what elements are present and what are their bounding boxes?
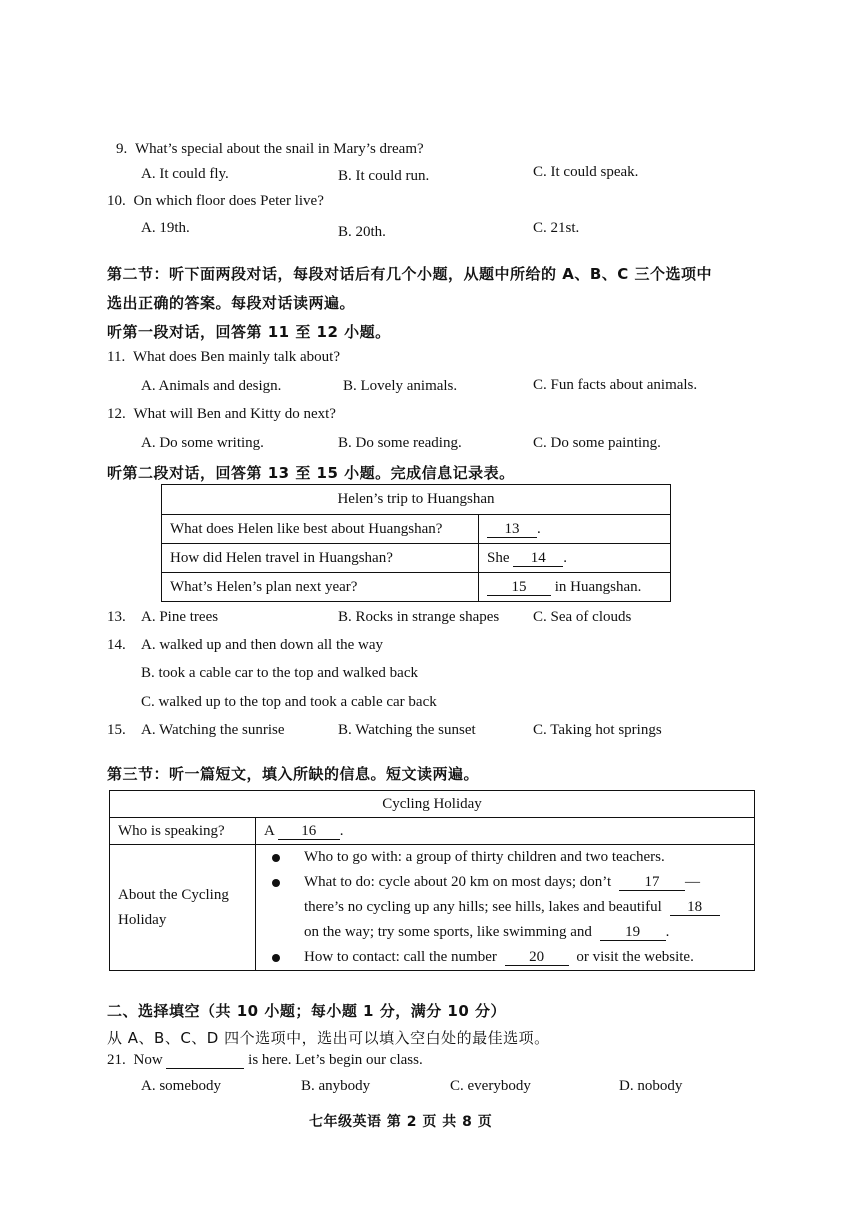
question-text-post: is here. Let’s begin our class. (248, 1052, 423, 1068)
question-10 (107, 193, 324, 210)
blank-20: 20 (505, 949, 569, 966)
option-9c: C. It could speak. (533, 164, 639, 180)
table-question: How did Helen travel in Huangshan? (162, 544, 479, 573)
question-text: What does Ben mainly talk about? (132, 349, 340, 365)
question-number: 13. (107, 609, 126, 625)
blank-16: 16 (278, 823, 340, 840)
section2-heading-line1: 第二节：听下面两段对话，每段对话后有几个小题，从题中所给的 A、B、C 三个选项中 (107, 265, 712, 283)
text-segment: . (665, 924, 670, 940)
text-segment: How to contact: call the number (304, 949, 497, 965)
label-line: Holiday (118, 911, 167, 928)
bullet-text (304, 870, 700, 895)
question-12 (107, 406, 336, 423)
dialog1-intro: 听第一段对话，回答第 11 至 12 小题。 (107, 323, 391, 341)
blank-17: 17 (619, 874, 685, 891)
table-question: What does Helen like best about Huangshan? (162, 515, 479, 544)
question-15 (107, 722, 126, 739)
list-item-continuation (264, 920, 746, 945)
dialog2-intro: 听第二段对话，回答第 13 至 15 小题。完成信息记录表。 (107, 464, 515, 482)
row-value (256, 818, 755, 845)
question-number: 10. (107, 193, 126, 209)
page-footer: 七年级英语 第 2 页 共 8 页 (309, 1114, 493, 1130)
option-12c: C. Do some painting. (533, 435, 661, 451)
question-text: What’s special about the snail in Mary’s dream? (135, 141, 424, 157)
table-row (162, 515, 671, 544)
option-21b: B. anybody (301, 1078, 371, 1094)
option-10b: B. 20th. (338, 224, 386, 240)
option-15b: B. Watching the sunset (338, 722, 476, 738)
question-text: On which floor does Peter live? (133, 193, 324, 209)
table-answer (479, 573, 671, 602)
text-segment: on the way; try some sports, like swimming and (304, 924, 592, 940)
answer-suffix: . (537, 520, 541, 537)
question-text-pre: Now (133, 1052, 163, 1068)
option-9a: A. It could fly. (141, 166, 229, 182)
option-11c: C. Fun facts about animals. (533, 377, 698, 393)
question-21 (107, 1052, 423, 1069)
table-answer (479, 544, 671, 573)
option-21a: A. somebody (141, 1078, 221, 1094)
answer-suffix: . (563, 549, 567, 566)
bullet-icon (272, 879, 280, 887)
blank-15: 15 (487, 579, 551, 596)
bullet-text: Who to go with: a group of thirty children and two teachers. (304, 849, 665, 865)
question-14 (107, 637, 126, 654)
table-answer (479, 515, 671, 544)
list-item-continuation (264, 895, 746, 920)
option-11a: A. Animals and design. (141, 378, 282, 394)
part2-instruction: 从 A、B、C、D 四个选项中，选出可以填入空白处的最佳选项。 (107, 1029, 550, 1047)
list-item (264, 945, 746, 970)
text-segment: What to do: cycle about 20 km on most days; don’t (304, 874, 612, 890)
option-14c: C. walked up to the top and took a cable car back (141, 694, 437, 710)
blank-21 (166, 1052, 244, 1069)
row-label: Who is speaking? (110, 818, 256, 845)
table-question: What’s Helen’s plan next year? (162, 573, 479, 602)
option-13c: C. Sea of clouds (533, 609, 632, 625)
bullet-text (304, 895, 720, 920)
option-13a: A. Pine trees (141, 609, 219, 625)
bullet-icon (272, 854, 280, 862)
answer-prefix: She (487, 549, 510, 566)
table-title: Cycling Holiday (110, 791, 755, 818)
option-12a: A. Do some writing. (141, 435, 264, 451)
bullet-text (304, 920, 669, 945)
blank-14: 14 (513, 550, 563, 567)
table-row (110, 845, 755, 971)
option-11b: B. Lovely animals. (343, 378, 458, 394)
part2-heading: 二、选择填空（共 10 小题；每小题 1 分，满分 10 分） (107, 1002, 507, 1020)
option-12b: B. Do some reading. (338, 435, 462, 451)
question-9 (116, 141, 424, 158)
answer-prefix: A (264, 822, 275, 839)
answer-suffix: in Huangshan. (554, 578, 642, 595)
question-11 (107, 349, 340, 366)
text-segment: or visit the website. (576, 949, 694, 965)
text-segment: — (684, 874, 700, 890)
question-number: 9. (116, 141, 128, 157)
question-number: 15. (107, 722, 126, 738)
option-9b: B. It could run. (338, 168, 430, 184)
blank-19: 19 (600, 924, 666, 941)
question-number: 14. (107, 637, 126, 653)
option-14b: B. took a cable car to the top and walked back (141, 665, 418, 681)
cycling-holiday-table (109, 790, 755, 971)
table-row (162, 544, 671, 573)
table-row (110, 818, 755, 845)
question-text: What will Ben and Kitty do next? (133, 406, 336, 422)
row-label (110, 845, 256, 971)
bullet-icon (272, 954, 280, 962)
option-15a: A. Watching the sunrise (141, 722, 285, 738)
option-15c: C. Taking hot springs (533, 722, 662, 738)
option-21c: C. everybody (450, 1078, 531, 1094)
text-segment: there’s no cycling up any hills; see hills, lakes and beautiful (304, 899, 662, 915)
table-title: Helen’s trip to Huangshan (162, 485, 671, 515)
label-line: About the Cycling (118, 886, 229, 903)
question-number: 11. (107, 349, 126, 365)
helen-trip-table (161, 484, 671, 602)
section2-heading-line2: 选出正确的答案。每段对话读两遍。 (107, 294, 356, 312)
blank-13: 13 (487, 521, 537, 538)
question-number: 21. (107, 1052, 126, 1068)
option-10a: A. 19th. (141, 220, 190, 236)
table-row (162, 573, 671, 602)
section3-heading: 第三节：听一篇短文，填入所缺的信息。短文读两遍。 (107, 765, 480, 783)
option-14a: A. walked up and then down all the way (141, 637, 384, 653)
option-10c: C. 21st. (533, 220, 580, 236)
answer-suffix: . (339, 822, 344, 839)
option-13b: B. Rocks in strange shapes (338, 609, 500, 625)
blank-18: 18 (670, 899, 720, 916)
bullet-text (304, 945, 694, 970)
list-item (264, 845, 746, 870)
row-value (256, 845, 755, 971)
list-item (264, 870, 746, 895)
option-21d: D. nobody (619, 1078, 683, 1094)
question-13 (107, 609, 126, 626)
question-number: 12. (107, 406, 126, 422)
